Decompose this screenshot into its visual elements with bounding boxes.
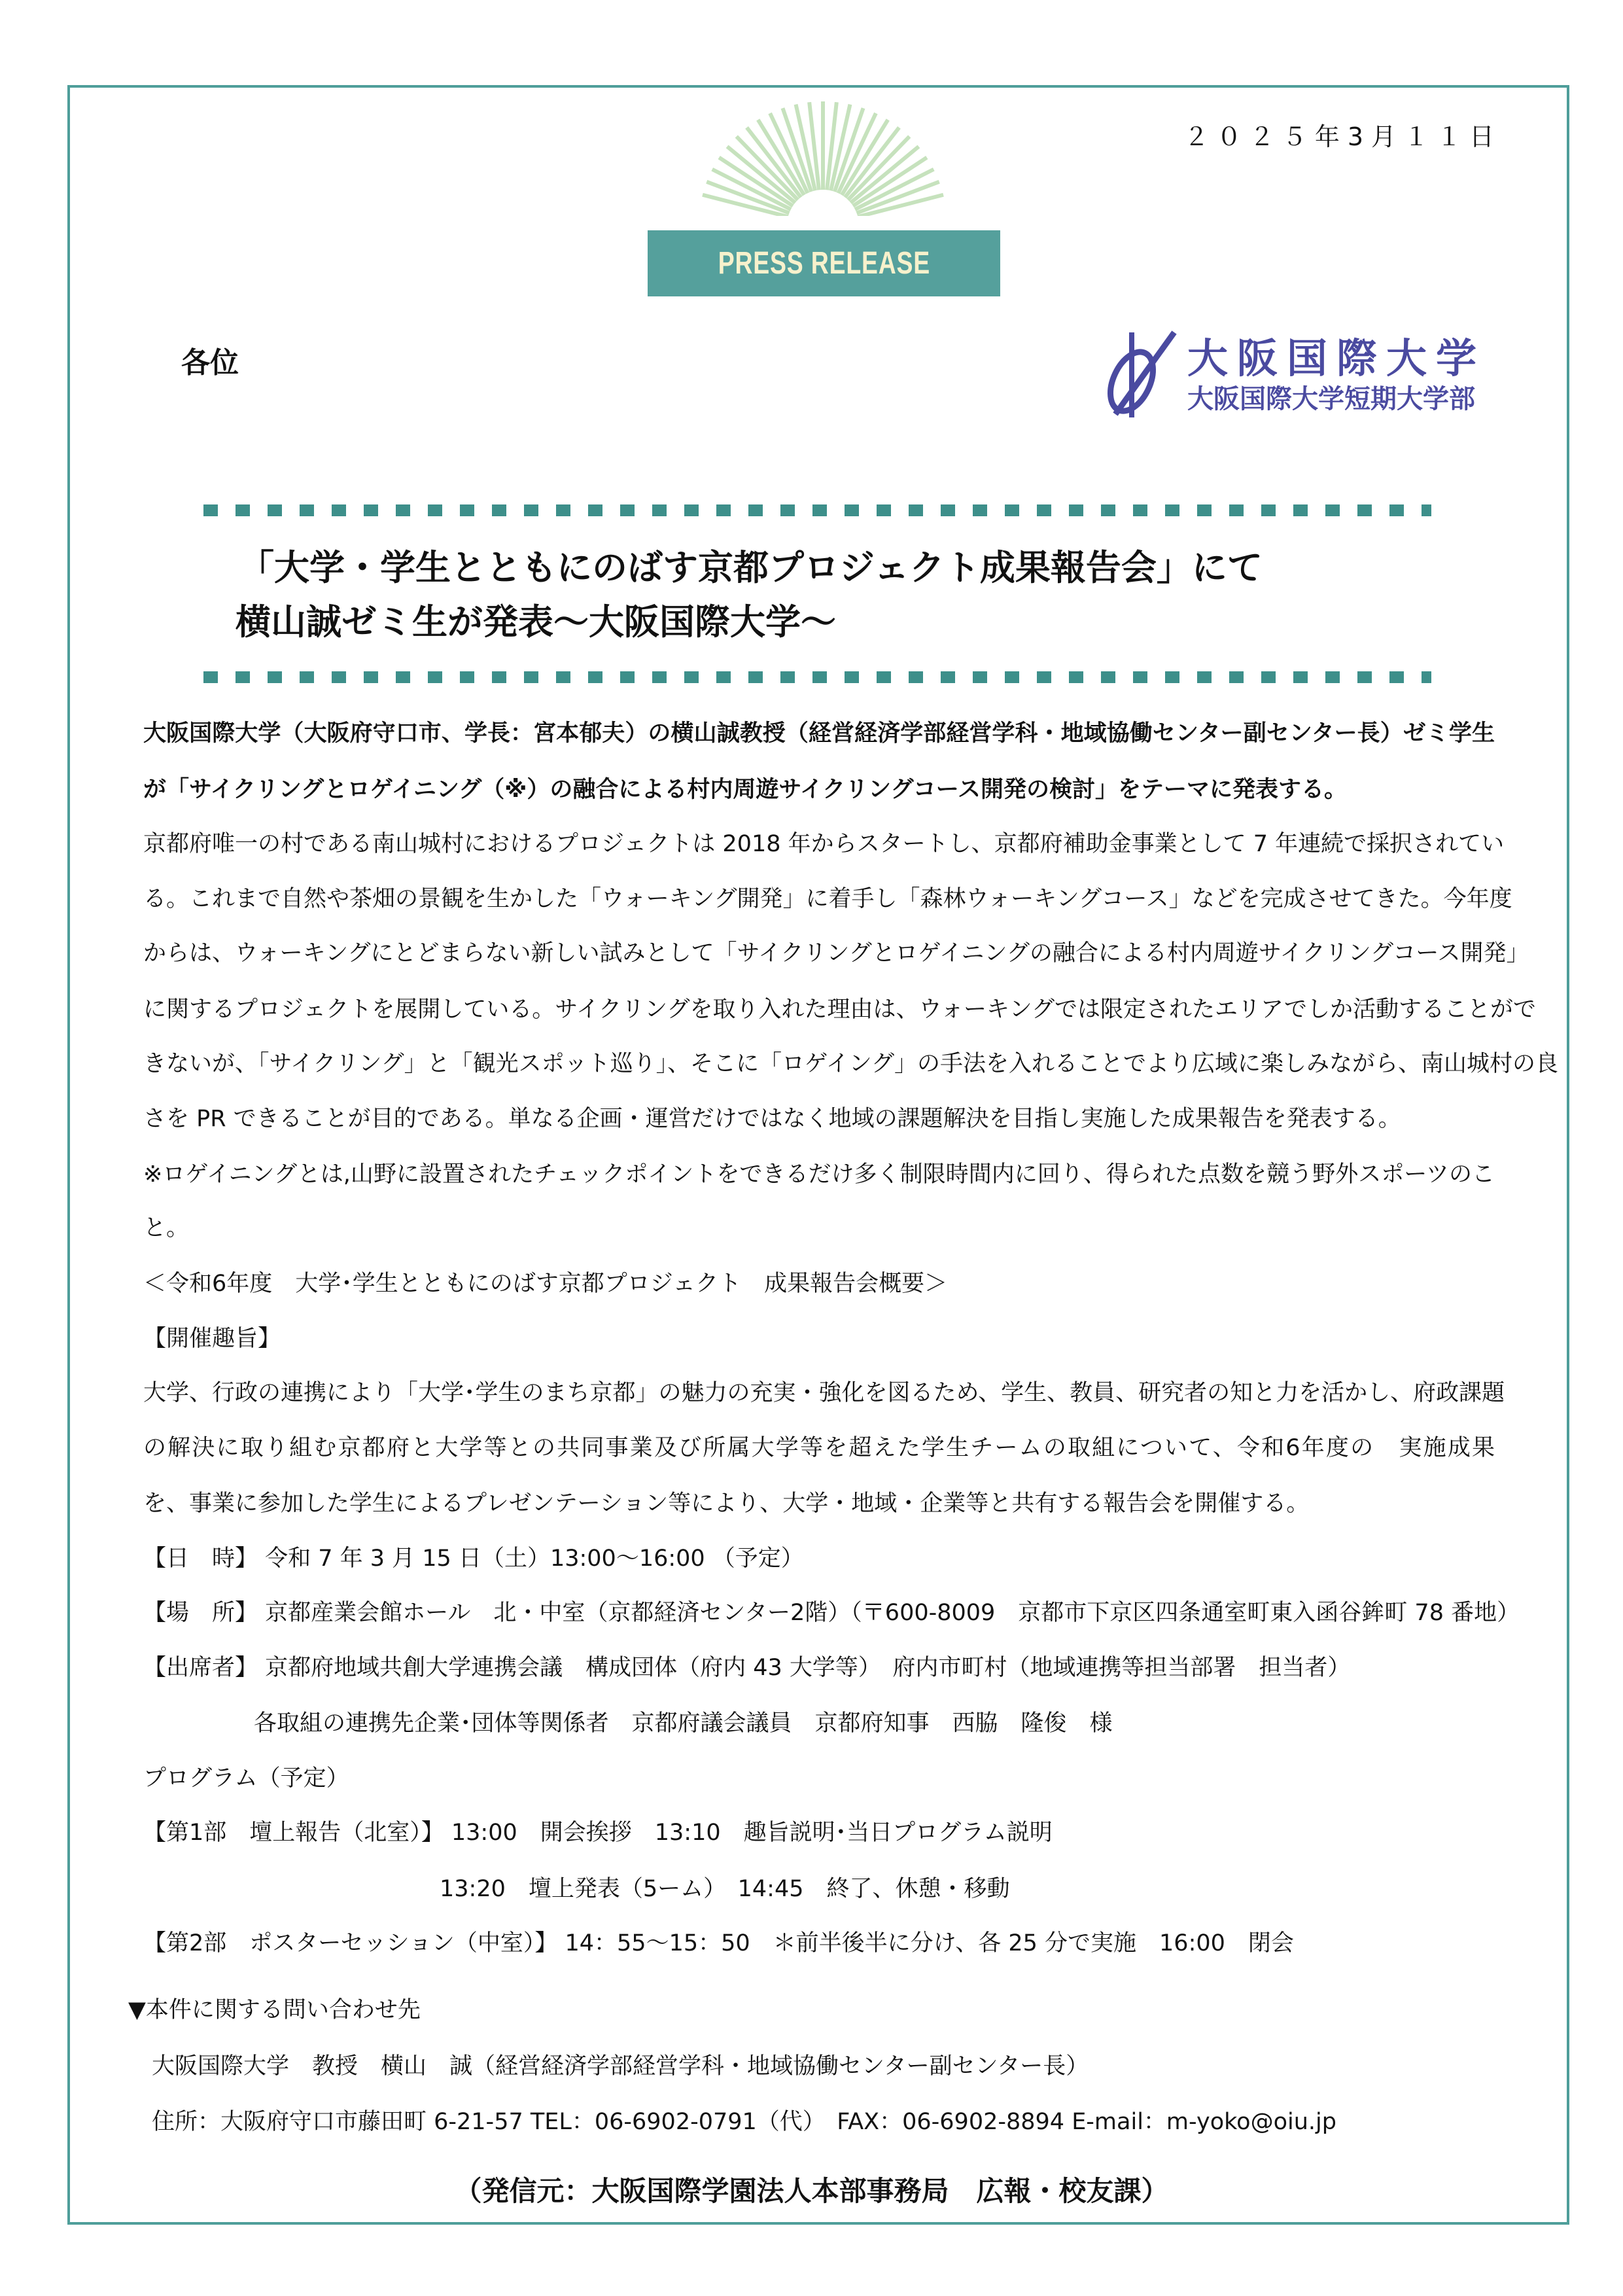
release-date: ２０２５年3月１１日 <box>1183 122 1502 151</box>
footnote-line: と。 <box>143 1215 190 1241</box>
overview-heading: ＜令和6年度 大学･学生とともにのばす京都プロジェクト 成果報告会概要＞ <box>143 1271 948 1297</box>
press-release-banner <box>648 230 1000 296</box>
press-release-label: PRESS RELEASE <box>718 246 930 281</box>
program-label: プログラム（予定） <box>143 1765 349 1792</box>
body-line: さを PR できることが目的である。単なる企画・運営だけではなく地域の課題解決を目指し実施した成果報告を発表する。 <box>143 1106 1401 1132</box>
purpose-line: の解決に取り組む京都府と大学等との共同事業及び所属大学等を超えた学生チームの取組について、令和6年度の 実施成果 <box>143 1435 1495 1461</box>
logo-name: 大阪国際大学 <box>1187 334 1486 382</box>
addressee: 各位 <box>181 346 239 380</box>
program-line: 13:20 壇上発表（5ーム） 14:45 終了、休憩・移動 <box>440 1876 1010 1902</box>
lead-line: が「サイクリングとロゲイニング（※）の融合による村内周遊サイクリングコース開発の検討」をテーマに発表する。 <box>143 777 1348 803</box>
event-datetime: 【日 時】 令和 7 年 3 月 15 日（土）13:00～16:00 （予定） <box>143 1545 804 1572</box>
program-line: 【第2部 ポスターセッション（中室）】 14：55～15：50 ＊前半後半に分け、各 25 分で実施 16:00 閉会 <box>143 1930 1294 1956</box>
university-emblem-icon <box>1096 326 1181 417</box>
contact-person: 大阪国際大学 教授 横山 誠（経営経済学部経営学科・地域協働センター副センター長） <box>152 2053 1089 2079</box>
event-attendees: 【出席者】 京都府地域共創大学連携会議 構成団体（府内 43 大学等） 府内市町村（地域連携等担当部署 担当者） <box>143 1655 1351 1681</box>
contact-address[interactable]: 住所：大阪府守口市藤田町 6-21-57 TEL：06-6902-0791（代） FAX：06-6902-8894 E-mail：m-yoko@oiu.jp <box>152 2109 1336 2135</box>
event-venue: 【場 所】 京都産業会館ホール 北・中室（京都経済センター2階）（〒600-8009 京都市下京区四条通室町東入函谷鉾町 78 番地） <box>143 1600 1520 1626</box>
dashed-divider-top <box>203 504 1431 516</box>
dashed-divider-bottom <box>203 671 1431 683</box>
footnote-line: ※ロゲイニングとは,山野に設置されたチェックポイントをできるだけ多く制限時間内に回り、得られた点数を競う野外スポーツのこ <box>143 1161 1495 1188</box>
body-line: る。これまで自然や茶畑の景観を生かした「ウォーキング開発」に着手し「森林ウォーキングコース」などを完成させてきた。今年度 <box>143 886 1512 912</box>
title-line-1: 「大学・学生とともにのばす京都プロジェクト成果報告会」にて <box>239 547 1263 588</box>
logo-subname: 大阪国際大学短期大学部 <box>1187 384 1475 414</box>
purpose-label: 【開催趣旨】 <box>143 1326 281 1352</box>
sunburst-decoration <box>686 85 960 216</box>
lead-line: 大阪国際大学（大阪府守口市、学長：宮本郁夫）の横山誠教授（経営経済学部経営学科・地域協働センター副センター長）ゼミ学生 <box>143 720 1495 747</box>
body-line: きないが、「サイクリング」と「観光スポット巡り」、そこに「ロゲイング」の手法を入れることでより広域に楽しみながら、南山城村の良 <box>143 1051 1559 1077</box>
issuer-footer: （発信元：大阪国際学園法人本部事務局 広報・校友課） <box>454 2175 1169 2207</box>
program-line: 【第1部 壇上報告（北室）】 13:00 開会挨拶 13:10 趣旨説明･当日プログラム説明 <box>143 1820 1053 1846</box>
body-line: からは、ウォーキングにとどまらない新しい試みとして「サイクリングとロゲイニングの融合による村内周遊サイクリングコース開発」 <box>143 940 1529 966</box>
purpose-line: を、事業に参加した学生によるプレゼンテーション等により、大学・地域・企業等と共有する報告会を開催する。 <box>143 1491 1310 1517</box>
title-line-2: 横山誠ゼミ生が発表～大阪国際大学～ <box>236 601 836 643</box>
event-attendees: 各取組の連携先企業･団体等関係者 京都府議会議員 京都府知事 西脇 隆俊 様 <box>254 1710 1113 1737</box>
contact-heading: ▼本件に関する問い合わせ先 <box>128 1997 421 2023</box>
purpose-line: 大学、行政の連携により「大学･学生のまち京都」の魅力の充実・強化を図るため、学生、教員、研究者の知と力を活かし、府政課題 <box>143 1380 1505 1406</box>
body-line: に関するプロジェクトを展開している。サイクリングを取り入れた理由は、ウォーキングでは限定されたエリアでしか活動することがで <box>143 997 1537 1023</box>
university-logo <box>1096 326 1508 417</box>
body-line: 京都府唯一の村である南山城村におけるプロジェクトは 2018 年からスタートし、京都府補助金事業として 7 年連続で採択されてい <box>143 831 1505 857</box>
